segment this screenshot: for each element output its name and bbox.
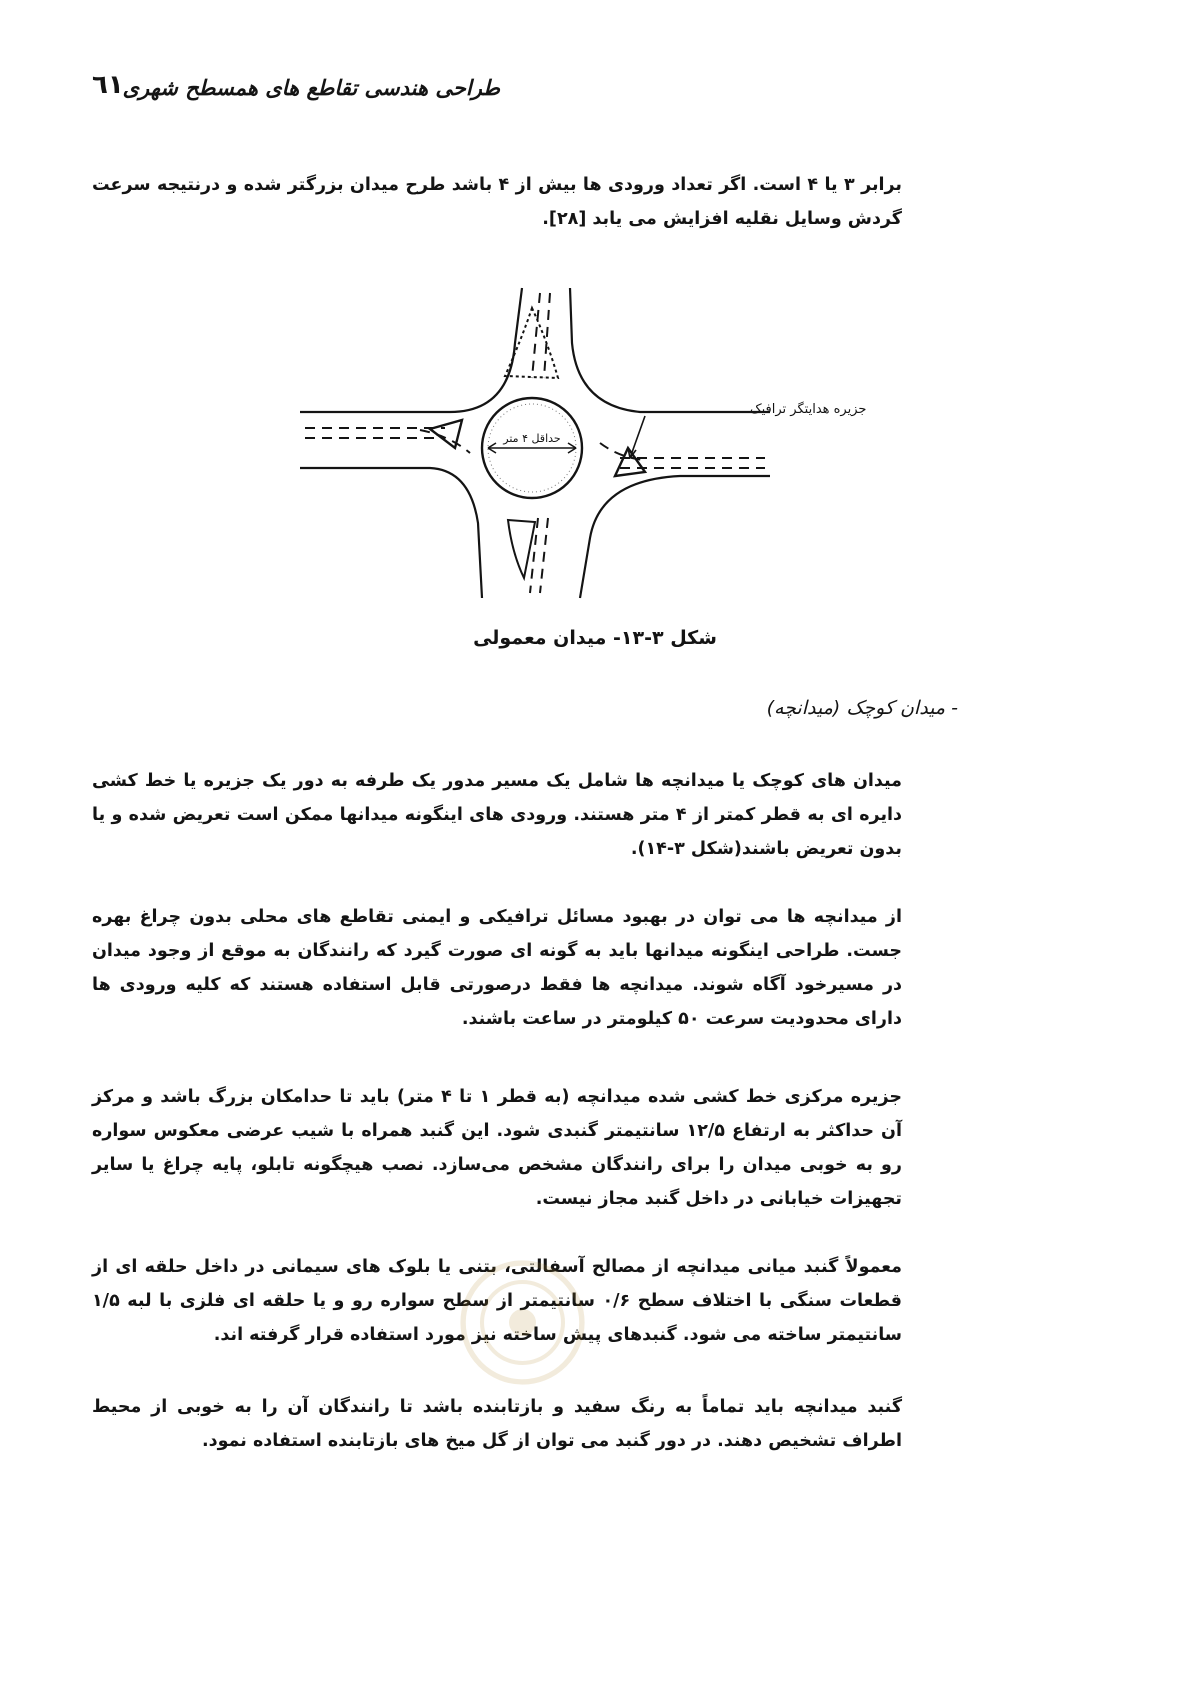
running-title: طراحی هندسی تقاطع های همسطح شهری <box>122 76 500 100</box>
section-subheading: - میدان کوچک (میدانچه) <box>766 697 958 719</box>
road-edge-bottom-left <box>300 468 482 598</box>
road-edge-top-left <box>300 288 522 412</box>
splitter-island-west <box>430 420 462 448</box>
circle-diameter-label: حداقل ۴ متر <box>503 432 561 445</box>
paragraph-central-island: جزیره مرکزی خط کشی شده میدانچه (به قطر ۱ تا ۴ متر) باید تا حدامکان بزرگ باشد و مرکز آن حداکثر به ارتفاع ۱۲/۵ سانتیمتر گنبدی شود. این گنبد همراه با شیب عرضی معکوس سواره رو به خوبی میدان را برای رانندگان مشخص می‌سازد. نصب هیچگونه تابلو، پایه چراغ یا سایر تجهیزات خیابانی در داخل گنبد مجاز نیست. <box>92 1087 902 1209</box>
paragraph-safety: از میدانچه ها می توان در بهبود مسائل ترافیکی و ایمنی تقاطع های محلی بدون چراغ بهره جست. طراحی اینگونه میدانها باید به گونه ای صورت گیرد که رانندگان به موقع از وجود میدان در مسیرخود آگاه شوند. میدانچه ها فقط درصورتی قابل استفاده هستند که کلیه ورودی ها دارای محدودیت سرعت ۵۰ کیلومتر در ساعت باشند. <box>92 907 902 1029</box>
watermark-seal <box>455 1255 590 1390</box>
island-leader-line <box>630 416 645 458</box>
splitter-island-east <box>615 448 645 476</box>
figure-caption: شکل ۳-۱۳- میدان معمولی <box>473 627 717 649</box>
road-edge-top-right <box>570 288 770 412</box>
roundabout-diagram <box>300 288 867 598</box>
traffic-island-label: جزیره هدایتگر ترافیک <box>750 402 867 417</box>
splitter-island-south <box>508 520 535 578</box>
paragraph-materials: معمولاً گنبد میانی میدانچه از مصالح آسفالتی، بتنی یا بلوک های سیمانی در داخل حلقه ای از قطعات سنگی با اختلاف سطح ۰/۶ سانتیمتر از سطح سواره رو و یا حلقه ای فلزی با لبه ۱/۵ سانتیمتر ساخته می شود. گنبدهای پیش ساخته نیز مورد استفاده قرار گرفته اند. <box>92 1257 902 1345</box>
paragraph-definition: میدان های کوچک یا میدانچه ها شامل یک مسیر مدور یک طرفه به دور یک جزیره یا خط کشی دایره ای به قطر کمتر از ۴ متر هستند. ورودی های اینگونه میدانها ممکن است تعریض شده و یا بدون تعریض باشند(شکل ۳-۱۴). <box>92 771 902 859</box>
splitter-island-north <box>505 308 558 378</box>
paragraph-intro: برابر ۳ یا ۴ است. اگر تعداد ورودی ها بیش از ۴ باشد طرح میدان بزرگتر شده و درنتیجه سرعت گردش وسایل نقلیه افزایش می یابد [۲۸]. <box>92 175 902 229</box>
road-edge-bottom-right <box>580 476 770 598</box>
paragraph-dome-color: گنبد میدانچه باید تماماً به رنگ سفید و بازتابنده باشد تا رانندگان آن را به خوبی از محیط اطراف تشخیص دهند. در دور گنبد می توان از گل میخ های بازتابنده استفاده نمود. <box>92 1397 902 1451</box>
page-number: ٦١ <box>92 70 124 100</box>
